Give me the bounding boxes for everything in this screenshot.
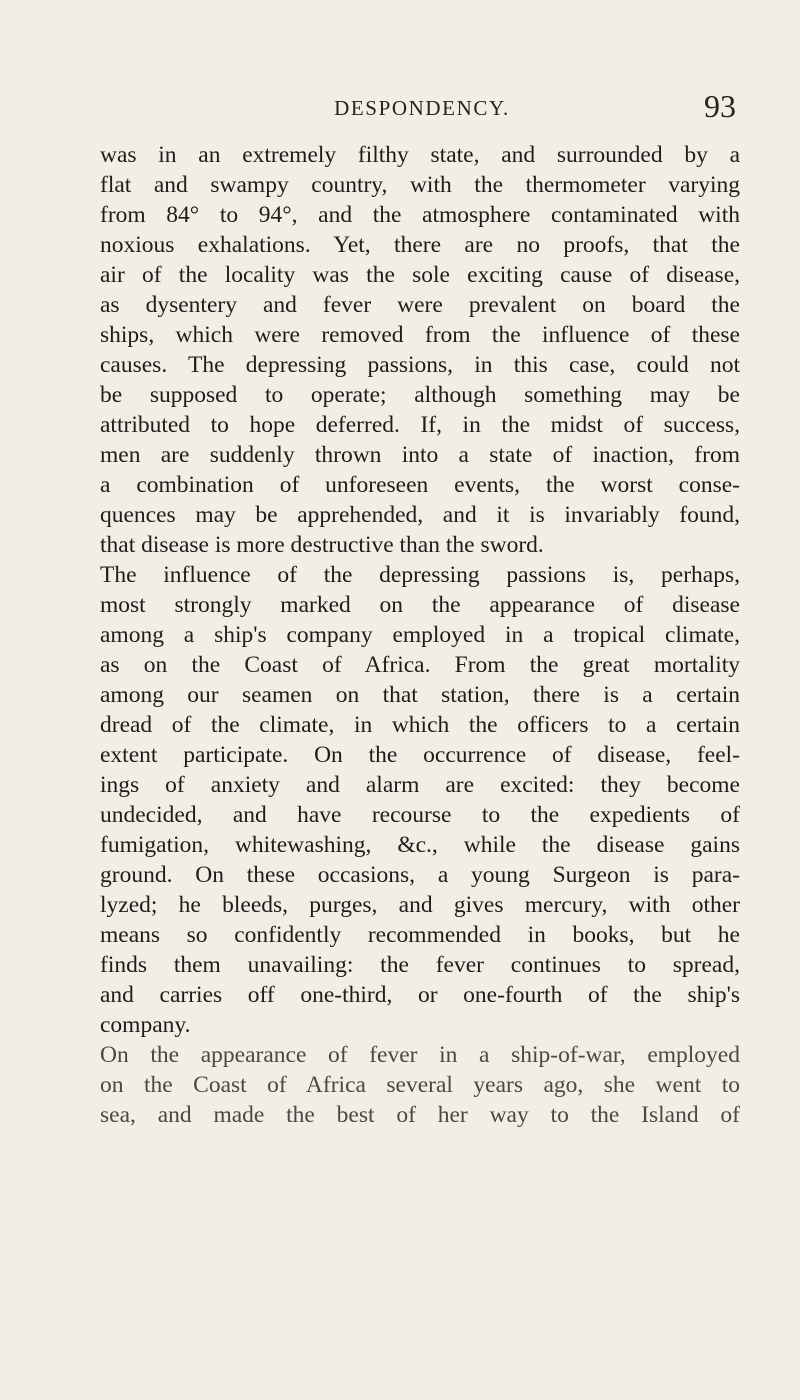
text-line: undecided, and have recourse to the expedients of	[100, 802, 740, 828]
text-line: fumigation, whitewashing, &c., while the disease gains	[100, 832, 740, 858]
text-line: ships, which were removed from the influence of these	[100, 322, 740, 348]
text-line: air of the locality was the sole exciting cause of disease,	[100, 262, 740, 288]
body-text	[100, 140, 740, 1130]
text-line: among our seamen on that station, there is a certain	[100, 682, 740, 708]
text-line: that disease is more destructive than the sword.	[100, 532, 544, 558]
text-line: attributed to hope deferred. If, in the midst of success,	[100, 412, 740, 438]
text-line: among a ship's company employed in a tropical climate,	[100, 622, 740, 648]
text-line: flat and swampy country, with the thermometer varying	[100, 172, 740, 198]
text-line: was in an extremely filthy state, and surrounded by a	[100, 142, 740, 168]
text-line: a combination of unforeseen events, the worst conse-	[100, 472, 740, 498]
text-line: be supposed to operate; although something may be	[100, 382, 740, 408]
text-line: most strongly marked on the appearance of disease	[100, 592, 740, 618]
text-line: as on the Coast of Africa. From the great mortality	[100, 652, 740, 678]
text-line: company.	[100, 1012, 191, 1038]
text-line: from 84° to 94°, and the atmosphere contaminated with	[100, 202, 740, 228]
text-line: extent participate. On the occurrence of disease, feel-	[100, 742, 740, 768]
text-line: lyzed; he bleeds, purges, and gives mercury, with other	[100, 892, 740, 918]
text-line: on the Coast of Africa several years ago, she went to	[100, 1072, 740, 1098]
text-line: ground. On these occasions, a young Surgeon is para-	[100, 862, 740, 888]
text-line: ings of anxiety and alarm are excited: they become	[100, 772, 740, 798]
running-head	[98, 88, 736, 128]
text-line: sea, and made the best of her way to the Island of	[100, 1102, 740, 1128]
text-line: On the appearance of fever in a ship-of-war, employed	[100, 1042, 740, 1068]
text-line: means so confidently recommended in books, but he	[100, 922, 740, 948]
text-line: dread of the climate, in which the officers to a certain	[100, 712, 740, 738]
text-line: and carries off one-third, or one-fourth of the ship's	[100, 982, 740, 1008]
text-line: as dysentery and fever were prevalent on board the	[100, 292, 740, 318]
text-line: noxious exhalations. Yet, there are no proofs, that the	[100, 232, 740, 258]
text-line: men are suddenly thrown into a state of inaction, from	[100, 442, 740, 468]
chapter-title: DESPONDENCY.	[334, 96, 510, 120]
page-number: 93	[704, 88, 736, 124]
text-line: finds them unavailing: the fever continues to spread,	[100, 952, 740, 978]
text-line: quences may be apprehended, and it is invariably found,	[100, 502, 740, 528]
text-line: The influence of the depressing passions is, perhaps,	[100, 562, 740, 588]
text-line: causes. The depressing passions, in this case, could not	[100, 352, 740, 378]
